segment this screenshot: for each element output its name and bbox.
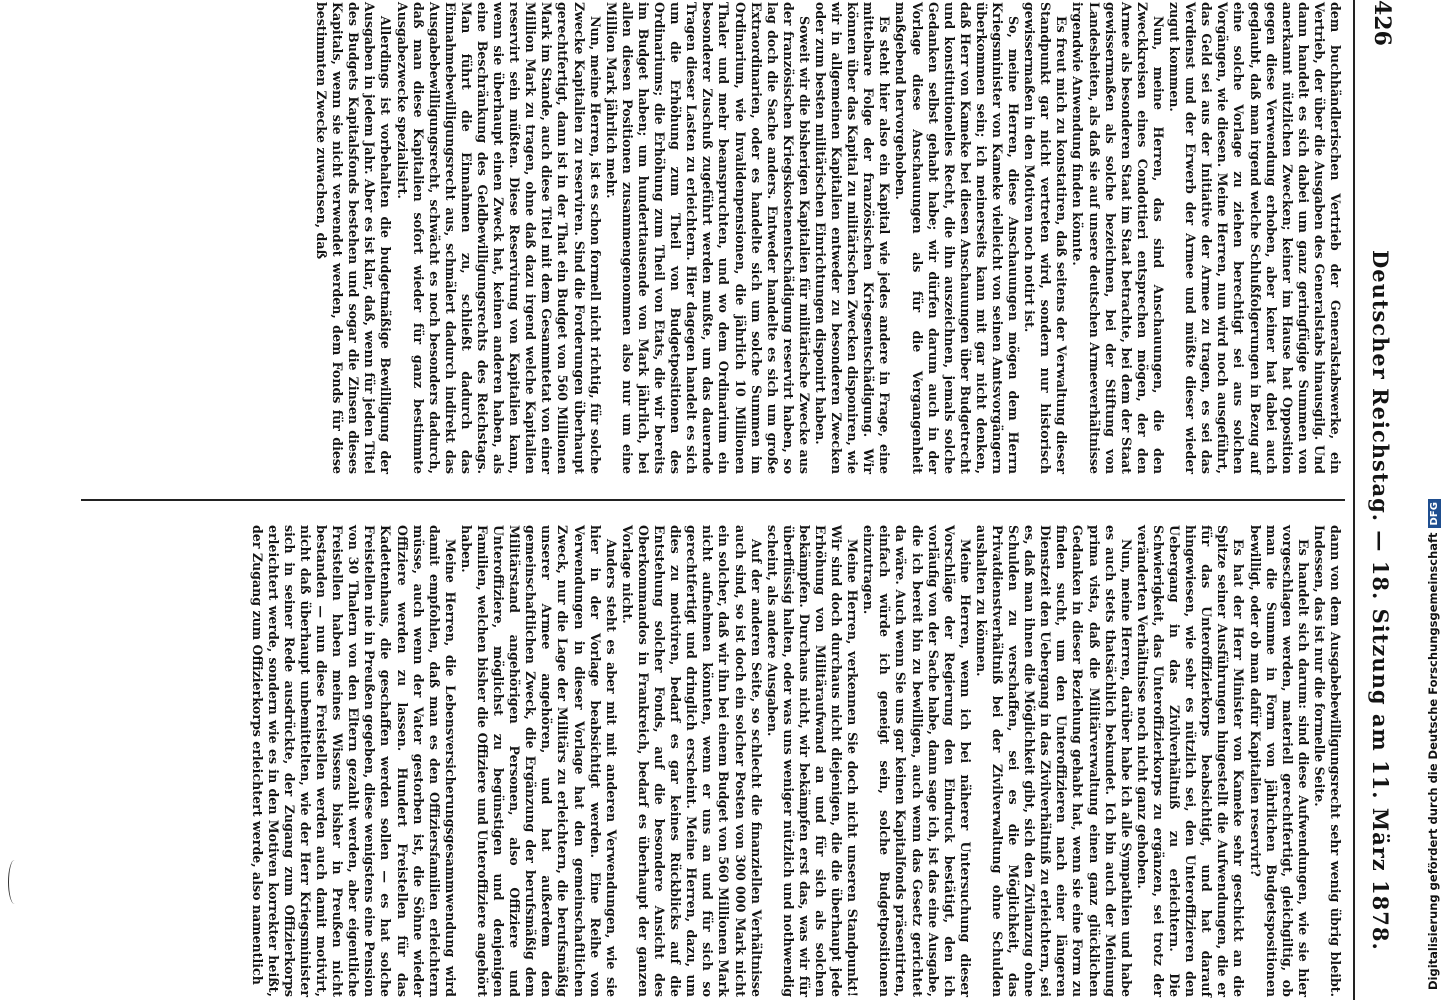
paragraph: Meine Herren, verkennen Sie doch nicht unseren Standpunkt! Wir sind doch durchaus nicht diejenigen, die die überhaupt jede Erhöhung von Militäraufwand an und für sich als solchen bekämpfen. Durchaus nicht, wir bekämpfen erst das, was wir für überflüssig halten, oder was uns weniger nützlich und nothwendig scheint, als andere Ausgaben. — [764, 525, 861, 997]
header-rule — [1353, 0, 1355, 1000]
paragraph: Nun, meine Herren, ist es schon formell nicht richtig, für solche Zwecke Kapitalien zu reserviren. Sind die Forderungen überhaupt gerechtfertigt, dann ist in der That ein Budget von 560 Millionen Mark im Stande, auch diese Titel mit dem Gesammtetat von einer Million Mark zu tragen, ohne daß dazu irgend welche Kapitalien reservirt sein müßten. Diese Reservirung von Kapitalien kann, wenn sie überhaupt einen Zweck hat, keinen anderen haben, als eine Beschränkung des Geldbewilligungsrechts des Reichstags. Man führt die Einnahmen zu, schließt dadurch das Einnahmebewilligungsrecht aus, schmälert dadurch indirekt das Ausgabebewilligungsrecht, schwächt es noch besonders dadurch, daß man diese Kapitalien sofort wieder für ganz bestimmte Ausgabezwecke spezialisirt. — [394, 2, 603, 474]
text-column-left — [81, 2, 1343, 474]
paragraph: Es hat der Herr Minister von Kameke sehr geschickt an die Spitze seiner Ausführungen hingestellt die Aufwendungen, die er für das Unteroffizierkorps beabsichtigt, und hat darauf hingewiesen, wie sehr es nützlich sei, den Unteroffizieren den Uebergang in das Zivilverhältniß zu erleichtern. Die Schwierigkeit, das Unteroffizierkorps zu ergänzen, sei trotz der veränderten Verhältnisse noch nicht ganz gehoben. — [1134, 525, 1247, 997]
paragraph: So, meine Herren, diese Anschauungen mögen dem Herrn Kriegsminister von Kameke vielleicht von seinen Amtsvorgängern überkommen sein; ich meinerseits kann mit gar nicht denken, daß Herr von Kameke bei diesen Anschauungen über Budgetrecht und konstitutionelles Recht, die ihn auszeichnen, jemals solche Gedanken selbst gehabt habe; wir dürfen darum auch in der Vorlage diese Anschauungen als für die Vergangenheit maßgebend hervorgehoben. — [893, 2, 1022, 474]
paragraph: Allerdings ist vorbehalten die budgetmäßige Bewilligung der Ausgaben in jedem Jahr. Aber es ist klar, daß, wenn für jeden Titel des Budgets Kapitalsfonds bestehen und sogar die Zinsen dieses Kapitals, wenn sie nicht verwendet werden, dem Fonds für diese bestimmten Zwecke zuwachsen, daß — [314, 2, 394, 474]
paragraph: Anders steht es aber mit mit anderen Verwendungen, wie sie hier in der Vorlage beabsichtigt werden. Eine Reihe von Verwendungen in dieser Vorlage hat den gemeinschaftlichen Zweck, nur die Lage der Militärs zu erleichtern, die berufsmäßig unserer Armee angehören, und hat außerdem den gemeinschaftlichen Zweck, die Ergänzung der berufsmäßig dem Militärstand angehörigen Personen, also Offiziere und Unteroffiziere, möglichst zu begünstigen und denjenigen Familien, welchen bisher die Offiziere und Unteroffiziere angehört haben. — [458, 525, 619, 997]
column-divider — [81, 499, 1345, 501]
paragraph: Meine Herren, die Lebensversicherungsgesammwendung wird damit empfohlen, daß man es den Offiziersfamilien erleichtern müsse, auch wenn der Vater gestorben ist, die Söhne wieder Offiziere werden zu lassen. Hundert Freistellen für das Kadettenhaus, die geschaffen werden sollen — es hat solche Freistellen nie in Preußen gegeben, diese wenigstens eine Pension von 30 Thalern von den Eltern gezahlt werden, aber eigentliche Freistellen haben meines Wissens bisher in Preußen nicht bestanden — nun diese Freistellen werden auch damit motivirt, nicht daß überhaupt unbemittelten, wie der Herr Kriegsminister sich in seiner Rede ausdrückte, der Zugang zum Offizierkorps erleichtert werde, sondern wie es in den Motiven korrekter heißt, der Zugang zum Offizierkorps erleichtert werde, also namentlich — [249, 525, 458, 997]
paragraph: Nun, meine Herren, darüber habe ich alle Sympathien und habe es auch stets thatsächlich bekundet. Ich bin auch der Meinung prima vista, daß die Militärverwaltung einen ganz glücklichen Gedanken in dieser Beziehung gehabt hat, wenn sie eine Form zu finden sucht, um den Unteroffizieren nach einer längeren Dienstzeit den Uebergang in das Zivilverhältniß zu erleichtern, sei es, daß man ihnen die Möglichkeit gibt, sich den Zivilanzug ohne Schulden zu verschaffen, sei es die Möglichkeit, das Privatdienstverhältniß bei der Zivilverwaltung ohne Schulden aushalten zu können. — [973, 525, 1134, 997]
page-edge-mark — [8, 860, 21, 904]
running-title: Deutscher Reichstag. — 18. Sitzung am 11. März 1878. — [1368, 250, 1393, 951]
paragraph: Meine Herren, wenn ich bei näherer Untersuchung dieser Vorschläge der Regierung den Eindruck bestätigt, den ich vorläufig von der Sache habe, dann sage ich, ist das eine Ausgabe, die ich bereit bin zu bewilligen, auch wenn das Gesetz gerichtet da wäre. Auch wenn Sie uns gar keinen Kapitalfonds präsentirten, einfach würde ich geneigt sein, solche Budgetpositionen einzutragen. — [861, 525, 973, 997]
digitization-credit — [1426, 499, 1441, 990]
paragraph: Auf der anderen Seite, so schlecht die finanziellen Verhältnisse auch sind, so ist doch ein solcher Posten von 300 000 Mark nicht ein solcher, daß wir ihn bei einem Budget von 560 Millionen Mark nicht aufnehmen könnten, wenn er uns an und für sich so gerechtfertigt und dringlich erscheint. Meine Herren, dazu, um dies zu motiviren, bedarf es gar keines Rückblicks auf die Entstehung solcher Fonds, auf die besondere Ansicht des Oberkommandos in Frankreich, bedarf es überhaupt der ganzen Vorlage nicht. — [619, 525, 764, 997]
paragraph: Es handelt sich darum: sind diese Aufwendungen, wie sie hier vorgeschlagen werden, materiell gerechtfertigt, gleichgiltig, ob man die Summe in Form von jährlichen Budgetspositionen bewilligt, oder ob man dafür Kapitalien reservirt? — [1247, 525, 1311, 997]
dfg-logo: DFG — [1428, 499, 1441, 528]
paragraph: Nun, meine Herren, das sind Anschauungen, die den Zweckkreisen eines Condottieri entsprechen mögen, der den Armee als besonderen Staat im Staat betrachte, bei dem der Staat gewissermaßen als solche bezeichnen, bei der Stiftung von Landesheiten, als daß sie auf unsere deutschen Armeeverhältnisse irgendwie Anwendung finden könnte. — [1070, 2, 1166, 474]
paragraph: dann von dem Ausgabebewilligungsrecht sehr wenig übrig bleibt. Indessen, das ist nur die formelle Seite. — [1311, 525, 1343, 997]
digitization-credit-text: Digitalisierung gefördert durch die Deutsche Forschungsgemeinschaft — [1426, 532, 1440, 990]
rotated-page-content — [75, 0, 1405, 1000]
page-header — [1355, 0, 1395, 1000]
paragraph: Es steht hier also ein Kapital wie jedes andere in Frage, eine mittelbare Folge der französischen Kriegsentschädigung. Wir können über das Kapital zu militärischen Zwecken disponiren, wie wir in allgemeinen Kapitalien entweder zu besonderen Zwecken oder zum besten militärischen Einrichtungen disponirt haben. — [813, 2, 893, 474]
paragraph: Es freut mich zu konstatiren, daß seitens der Verwaltung dieser Standpunkt gar nicht vertreten wird, sondern nur historisch gewissermaßen in den Motiven noch notirt ist. — [1022, 2, 1070, 474]
paragraph: Soweit wir die bisherigen Kapitalien für militärische Zwecke aus der französischen Kriegskostenentschädigung reservirt haben, so lag doch die Sache anders. Entweder handelte es sich um große Extraordinarien, oder es handelte sich um solche Summen im Ordinarium, wie Invalidenpensionen, die jährlich 10 Millionen Thaler und mehr beanspruchten, und wo dem Ordinarium ein besonderer Zuschuß zugeführt werden mußte, um das dauernde Tragen dieser Lasten zu erleichtern. Hier dagegen handelt es sich um die Erhöhung zum Theil von Budgetpositionen des Ordinariums; die Erhöhung zum Theil von Etats, die wir bereits im Budget haben; um hunderttausende von Mark jährlich, bei allen diesen Positionen zusammengenommen also nur um eine Million Mark jährlich mehr. — [603, 2, 812, 474]
text-column-right — [81, 525, 1343, 997]
paragraph: dem buchhändlerischen Vertrieb der Generalstabswerke, ein Vertrieb, der über die Ausgaben des Generalstabs hinausgilg. Und dann handelt es sich dabei um ganz geringfügige Summen von anerkannt nützlichen Zwecken; keiner im Hause hat Opposition gegen diese Verwendung erhoben, aber keiner hat dabei auch geglaubt, daß man irgend welche Schlußfolgerungen in Bezug auf eine solche Vorlage zu ziehen berechtigt sei aus solchen Vorgängen, wie diesen. Meine Herren, nun wird noch ausgeführt, das Geld sei aus der Initiative der Armee zu tragen, es sei das Verdienst und der Erwerb der Armee und müßte dieser wieder zugut kommen. — [1167, 2, 1343, 474]
page-number: 426 — [1369, 0, 1395, 46]
